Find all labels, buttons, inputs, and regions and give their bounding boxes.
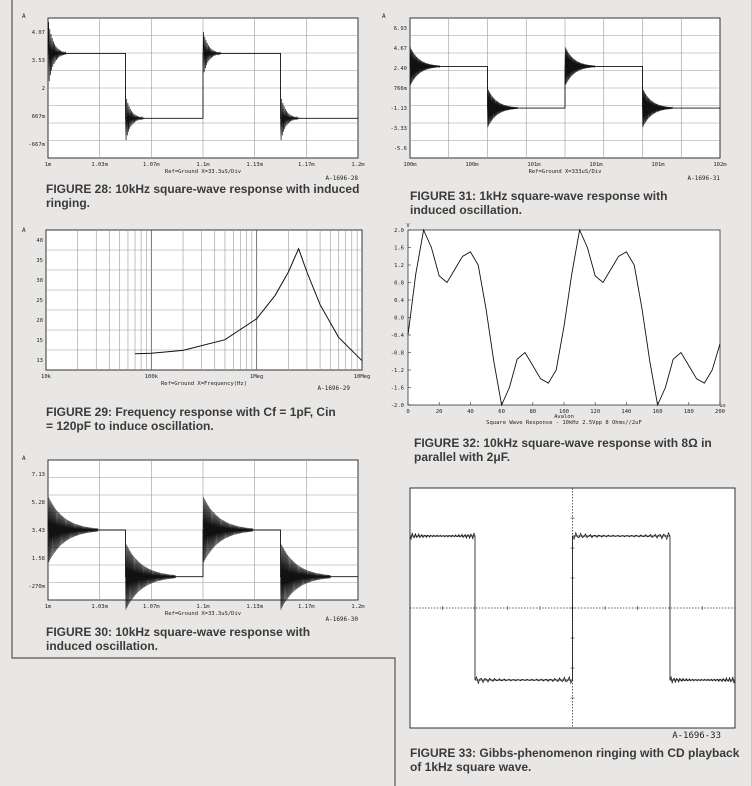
- fig32-plot-area: [408, 230, 720, 405]
- figure-28-caption-number: FIGURE 28:: [46, 182, 113, 196]
- fig30-footer: Ref=Ground X=33.3uS/Div: [164, 611, 242, 617]
- fig30-x-tick-label: 1.17m: [298, 604, 315, 610]
- fig31-x-tick-label: 101m: [651, 162, 665, 168]
- fig30-x-tick-label: 1.03m: [91, 604, 108, 610]
- figure-33-caption-text: Gibbs-phenomenon ringing with CD playback of 1kHz square wave.: [410, 746, 740, 774]
- fig29-y-tick-label: 25: [36, 298, 43, 304]
- fig32-x-tick-label: 180: [683, 409, 694, 415]
- figure-30-caption-number: FIGURE 30:: [46, 625, 113, 639]
- fig32-x-tick-label: 140: [621, 409, 632, 415]
- fig30-y-tick-label: 5.28: [31, 500, 45, 506]
- fig32-y-tick-label: -1.6: [390, 385, 404, 392]
- fig29-y-tick-label: 15: [36, 338, 43, 344]
- fig31-x-tick-label: 102m: [713, 162, 727, 168]
- fig29-footer: Ref=Ground X=Frequency(Hz): [160, 381, 248, 387]
- fig31-x-tick-label: 100m: [403, 162, 417, 168]
- fig32-y-tick-label: -2.0: [390, 403, 404, 409]
- fig32-title: Avalon: [554, 414, 574, 420]
- fig29-y-tick-label: 30: [36, 278, 43, 284]
- fig31-y-tick-label: 4.67: [393, 46, 407, 52]
- figure-33: [400, 484, 745, 784]
- fig31-y-tick-label: 766m: [393, 86, 407, 92]
- fig29-plot-area: [46, 230, 362, 370]
- figure-31-caption: [410, 189, 710, 217]
- fig29-y-tick-label: 13: [36, 358, 43, 364]
- fig29-x-tick-label: 100k: [144, 374, 158, 380]
- fig28-code: A-1696-28: [325, 175, 358, 182]
- fig31-y-tick-label: 2.40: [393, 66, 407, 72]
- fig29-code: A-1696-29: [317, 385, 350, 392]
- figure-31-caption-number: FIGURE 31:: [410, 189, 477, 203]
- fig28-x-tick-label: 1m: [44, 162, 52, 168]
- figure-30-caption-text: 10kHz square-wave response with induced oscillation.: [46, 625, 311, 653]
- figure-32-plot: [380, 222, 740, 427]
- fig32-y-tick-label: -0.8: [390, 350, 404, 357]
- fig32-y-tick-label: -0.4: [390, 333, 404, 339]
- fig31-y-tick-label: -1.13: [390, 106, 407, 112]
- figure-30-caption: [46, 625, 356, 653]
- fig32-subtitle: Square Wave Response - 10kHz 2.5Vpp 8 Ohms//2uF: [486, 420, 642, 426]
- fig31-corner-label: A: [382, 13, 386, 20]
- fig30-x-tick-label: 1.2m: [351, 604, 365, 610]
- fig31-y-tick-label: -5.6: [393, 146, 407, 152]
- fig28-y-tick-label: 667m: [31, 114, 45, 120]
- figure-29-caption-number: FIGURE 29:: [46, 405, 113, 419]
- fig28-corner-label: A: [22, 13, 26, 20]
- fig32-y-unit: V: [406, 223, 410, 229]
- fig30-code: A-1696-30: [325, 616, 358, 623]
- fig32-x-tick-label: 0: [406, 409, 410, 415]
- fig30-x-tick-label: 1.13m: [246, 604, 263, 610]
- figure-28-caption: [46, 182, 376, 210]
- fig31-code: A-1696-31: [687, 175, 720, 182]
- fig29-x-tick-label: 1Meg: [250, 374, 264, 380]
- figure-32-caption-text: 10kHz square-wave response with 8Ω in parallel with 2μF.: [414, 436, 712, 464]
- fig28-y-tick-label: 4.07: [31, 30, 45, 36]
- figure-32-caption: [414, 436, 724, 464]
- fig28-y-tick-label: -667m: [28, 142, 45, 148]
- fig32-y-tick-label: -1.2: [390, 368, 404, 374]
- figure-33-code: A-1696-33: [672, 731, 721, 741]
- fig30-y-tick-label: 1.58: [31, 556, 45, 562]
- fig32-y-tick-label: 0.4: [394, 298, 404, 304]
- fig28-x-tick-label: 1.07m: [143, 162, 160, 168]
- fig28-footer: Ref=Ground X=33.3uS/Div: [164, 169, 242, 175]
- fig32-x-tick-label: 100: [559, 409, 569, 415]
- figure-33-caption-number: FIGURE 33:: [410, 746, 477, 760]
- fig31-y-tick-label: 6.93: [393, 26, 407, 32]
- fig32-x-tick-label: 120: [590, 409, 601, 415]
- figure-28: [20, 8, 370, 208]
- figure-31-plot: [380, 8, 730, 182]
- fig28-x-tick-label: 1.13m: [246, 162, 263, 168]
- fig30-y-tick-label: -270m: [28, 584, 45, 590]
- fig31-y-tick-label: -3.33: [390, 126, 407, 132]
- fig32-x-tick-label: 200: [715, 409, 725, 415]
- figure-30: [20, 450, 370, 655]
- fig28-x-tick-label: 1.17m: [298, 162, 315, 168]
- fig29-corner-label: A: [22, 227, 26, 234]
- fig32-x-unit: us: [719, 403, 726, 409]
- fig32-y-tick-label: 0.8: [394, 280, 404, 287]
- fig30-corner-label: A: [22, 455, 26, 462]
- fig30-x-tick-label: 1.07m: [143, 604, 160, 610]
- figure-32-caption-number: FIGURE 32:: [414, 436, 481, 450]
- figure-31: [380, 8, 730, 223]
- fig31-x-tick-label: 100m: [465, 162, 479, 168]
- fig30-x-tick-label: 1.1m: [196, 604, 210, 610]
- figure-28-plot: [20, 8, 370, 182]
- figure-31-caption-text: 1kHz square-wave response with induced oscillation.: [410, 189, 668, 217]
- fig32-y-tick-label: 1.2: [394, 263, 404, 269]
- fig31-footer: Ref=Ground X=333uS/Div: [528, 169, 602, 175]
- figure-28-caption-text: 10kHz square-wave response with induced ringing.: [46, 182, 360, 210]
- fig29-x-tick-label: 10Meg: [353, 374, 371, 380]
- figure-29-plot: [20, 222, 370, 397]
- fig30-y-tick-label: 3.43: [31, 528, 45, 534]
- fig32-x-tick-label: 60: [498, 409, 505, 415]
- figure-33-caption: [410, 746, 740, 774]
- figure-29: [20, 222, 370, 442]
- fig32-x-tick-label: 40: [467, 409, 474, 415]
- fig31-x-tick-label: 101m: [527, 162, 541, 168]
- figure-32: [380, 222, 740, 467]
- figure-29-caption: [46, 405, 346, 433]
- fig29-y-tick-label: 20: [36, 318, 43, 324]
- fig28-y-tick-label: 3.53: [31, 58, 45, 64]
- fig32-x-tick-label: 80: [529, 409, 537, 415]
- fig28-x-tick-label: 1.2m: [351, 162, 365, 168]
- figure-30-plot: [20, 450, 370, 623]
- fig28-x-tick-label: 1.03m: [91, 162, 108, 168]
- figure-33-plot: [400, 484, 745, 734]
- fig32-y-tick-label: 0.0: [394, 315, 404, 322]
- fig28-x-tick-label: 1.1m: [196, 162, 210, 168]
- fig29-x-tick-label: 10k: [41, 374, 51, 380]
- fig30-y-tick-label: 7.13: [31, 472, 45, 478]
- fig30-x-tick-label: 1m: [44, 604, 52, 610]
- fig32-y-tick-label: 2.0: [394, 228, 404, 234]
- fig29-y-tick-label: 40: [36, 238, 43, 244]
- figure-29-caption-text: Frequency response with Cf = 1pF, Cin = 120pF to induce oscillation.: [46, 405, 336, 433]
- fig29-y-tick-label: 35: [36, 258, 43, 264]
- fig32-x-tick-label: 160: [652, 409, 663, 415]
- fig28-y-tick-label: 2: [41, 86, 45, 92]
- fig31-x-tick-label: 101m: [589, 162, 603, 168]
- fig32-x-tick-label: 20: [435, 409, 443, 415]
- fig32-y-tick-label: 1.6: [394, 245, 404, 252]
